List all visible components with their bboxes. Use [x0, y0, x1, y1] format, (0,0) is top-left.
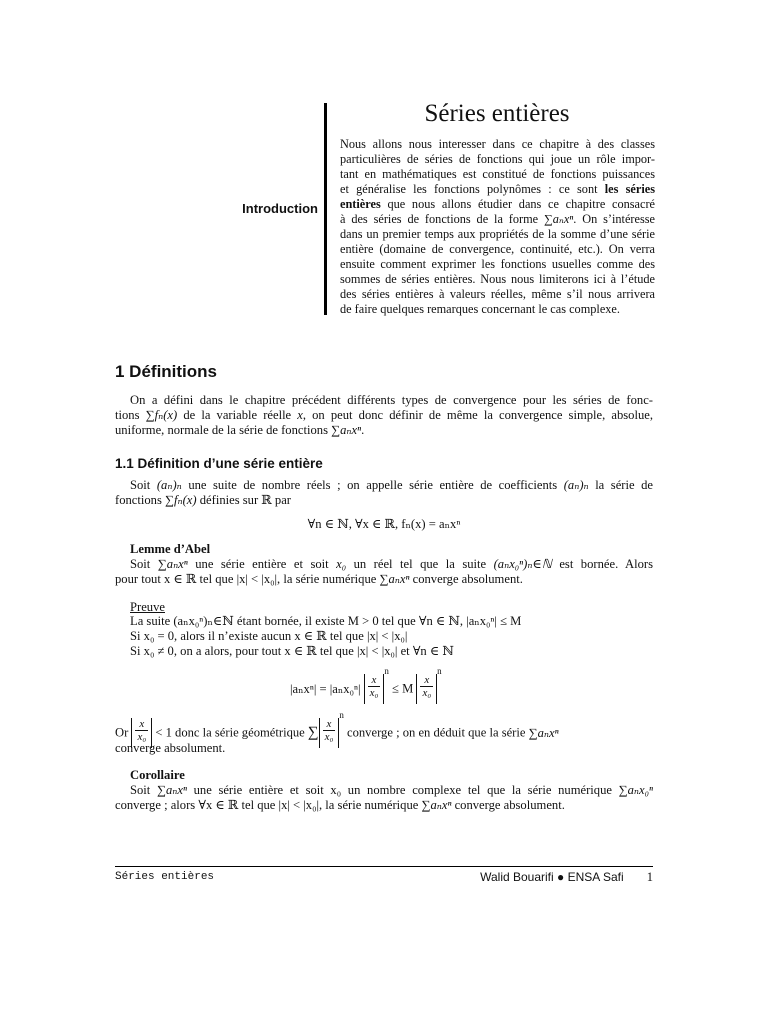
fraction-numerator: x — [420, 674, 433, 687]
abs-fraction — [416, 674, 437, 704]
lemma-body — [115, 557, 653, 587]
equation-part: |aₙxⁿ| = |aₙx₀ⁿ| — [290, 682, 361, 697]
text: Soit — [130, 557, 151, 571]
fraction-denominator: x₀ — [137, 731, 147, 744]
text: une série entière et soit — [195, 557, 329, 571]
sum-symbol: ∑ — [307, 724, 319, 741]
text: < 1 donc la série géométrique — [155, 725, 305, 740]
lemma-title: Lemme d’Abel — [130, 542, 211, 556]
text: Or — [115, 725, 129, 740]
math-expression: ∑aₙx₀ⁿ — [618, 783, 653, 797]
fraction-numerator: x — [135, 718, 148, 731]
exponent: n — [339, 710, 344, 720]
paragraph-line: Si x₀ = 0, alors il n’existe aucun x ∈ ℝ tel que |x| < |x₀| — [130, 629, 408, 643]
subsection-heading: 1.1 Définition d’une série entière — [115, 456, 323, 471]
text: tions — [115, 408, 140, 422]
text: Soit — [130, 783, 151, 797]
intro-line: tant en mathématiques est constitué de fonctions puissances — [340, 167, 655, 181]
math-expression: ∑aₙxⁿ — [528, 726, 559, 741]
math-expression: ∑aₙxⁿ — [421, 798, 452, 812]
definition-paragraph — [115, 478, 653, 508]
math-expression: ∑aₙxⁿ — [157, 557, 188, 571]
math-expression: ∑fₙ(x) — [145, 408, 178, 422]
intro-line: particulières de séries de fonctions qui joue un rôle impor- — [340, 152, 655, 166]
intro-bold-term: les séries — [604, 182, 655, 196]
footer-rule — [115, 866, 653, 867]
corollary-title: Corollaire — [130, 768, 185, 782]
paragraph-line — [115, 572, 653, 587]
intro-line — [340, 182, 655, 197]
paragraph-line: On a défini dans le chapitre précédent différents types de convergence pour les séries de fonc- — [130, 393, 653, 407]
math-expression: ∑aₙxⁿ — [156, 783, 187, 797]
paragraph-line: Si x₀ ≠ 0, on a alors, pour tout x ∈ ℝ tel que |x| < |x₀| et ∀n ∈ ℕ — [130, 644, 454, 658]
page-number: 1 — [646, 870, 653, 884]
proof-body — [130, 614, 653, 659]
fraction — [368, 674, 381, 699]
paragraph-line — [115, 493, 653, 508]
text: La suite (aₙx₀ⁿ)ₙ∈ℕ étant bornée, il existe — [130, 614, 345, 628]
vertical-divider — [324, 103, 327, 315]
math-expression: ∑aₙxⁿ — [379, 572, 410, 586]
intro-line: entière (domaine de convergence, continuité, etc.). On verra — [340, 242, 655, 256]
text: une suite de nombre réels ; on appelle série entière de coefficients — [188, 478, 558, 492]
intro-line: de faire quelques remarques concernant le cas complexe. — [340, 302, 620, 316]
intro-line: des séries entières à valeurs réelles, même s’il nous arrivera — [340, 287, 655, 301]
fraction — [135, 718, 148, 743]
math-expression: (aₙ)ₙ — [156, 478, 182, 492]
intro-line: dans un premier temps aux propriétés de la somme d’une série — [340, 227, 655, 241]
corollary-body — [115, 783, 653, 813]
text: M > 0 tel que ∀n ∈ ℕ, |aₙx₀ⁿ| ≤ M — [347, 614, 522, 628]
text: pour tout x ∈ ℝ tel que |x| < |x₀|, la série numérique — [115, 572, 377, 586]
math-expression: ∑aₙxⁿ — [331, 423, 362, 437]
text: converge absolument. — [412, 572, 523, 586]
fraction-denominator: x₀ — [369, 687, 379, 700]
fraction-denominator: x₀ — [422, 687, 432, 700]
equation-part: ≤ M — [392, 681, 414, 696]
math-expression: (aₙ)ₙ — [563, 478, 589, 492]
paragraph-line — [115, 478, 653, 493]
exponent: n — [437, 666, 442, 676]
math-expression: ∑aₙxⁿ — [544, 212, 574, 226]
text: converge ; alors ∀x ∈ ℝ tel que |x| < |x₀|, la série numérique — [115, 798, 419, 812]
intro-text: que nous allons étudier dans ce chapitre consacré — [387, 197, 655, 211]
fraction — [323, 718, 336, 743]
paragraph-line — [115, 798, 653, 813]
fraction-numerator: x — [323, 718, 336, 731]
paragraph-line — [115, 557, 653, 572]
text: . — [361, 423, 365, 437]
text: la série de — [595, 478, 654, 492]
footer-chapter-title: Séries entières — [115, 871, 215, 883]
definition-formula: ∀n ∈ ℕ, ∀x ∈ ℝ, fₙ(x) = aₙxⁿ — [307, 517, 461, 531]
page-title: Séries entières — [424, 100, 570, 127]
math-expression: (aₙx₀ⁿ)ₙ∈ℕ — [493, 557, 552, 571]
paragraph-line — [115, 783, 653, 798]
text: fonctions — [115, 493, 162, 507]
intro-line: Nous allons nous interesser dans ce chapitre à des classes — [340, 137, 655, 151]
exponent: n — [384, 666, 389, 676]
intro-text: . On s’intéresse — [573, 212, 655, 226]
text: uniforme, normale de la série de fonctions — [115, 423, 328, 437]
proof-equation — [290, 666, 442, 704]
intro-label: Introduction — [242, 201, 318, 216]
text: converge ; on en déduit que la série — [347, 725, 526, 740]
intro-line — [340, 212, 655, 227]
abs-fraction — [364, 674, 385, 704]
text: Soit — [130, 478, 151, 492]
text: un réel tel que la suite — [353, 557, 487, 571]
footer-author: Walid Bouarifi ● ENSA Safi — [480, 870, 624, 884]
text: définies sur ℝ par — [199, 493, 291, 507]
text: , on peut donc définir de même la convergence simple, absolue, — [302, 408, 654, 422]
intro-line: sommes de séries entières. Nous nous limiterons ici à l’étude — [340, 272, 655, 286]
fraction-denominator: x₀ — [324, 731, 334, 744]
intro-line: ensuite comment exprimer les fonctions usuelles comme des — [340, 257, 655, 271]
paragraph-line — [115, 408, 653, 423]
text: de la variable réelle — [183, 408, 292, 422]
section-heading: 1 Définitions — [115, 362, 218, 381]
abs-fraction — [319, 718, 340, 748]
math-variable: x₀ — [336, 557, 347, 571]
intro-text: et généralise les fonctions polynômes : ce sont — [340, 182, 598, 196]
intro-bold-term: entières — [340, 197, 381, 211]
math-variable: x — [297, 408, 303, 422]
text: converge absolument. — [454, 798, 565, 812]
paragraph-line: converge absolument. — [115, 741, 226, 755]
footer-right — [470, 870, 653, 885]
text: est bornée. Alors — [559, 557, 653, 571]
math-expression: ∑fₙ(x) — [165, 493, 197, 507]
paragraph-line — [115, 423, 653, 438]
text: une série entière et soit x₀ un nombre complexe tel que la série numérique — [193, 783, 612, 797]
proof-title: Preuve — [130, 600, 165, 614]
intro-paragraph — [340, 137, 655, 317]
intro-text: à des séries de fonctions de la forme — [340, 212, 539, 226]
fraction-numerator: x — [368, 674, 381, 687]
paragraph-line — [130, 614, 653, 629]
intro-line — [340, 197, 655, 212]
fraction — [420, 674, 433, 699]
section-paragraph — [115, 393, 653, 438]
